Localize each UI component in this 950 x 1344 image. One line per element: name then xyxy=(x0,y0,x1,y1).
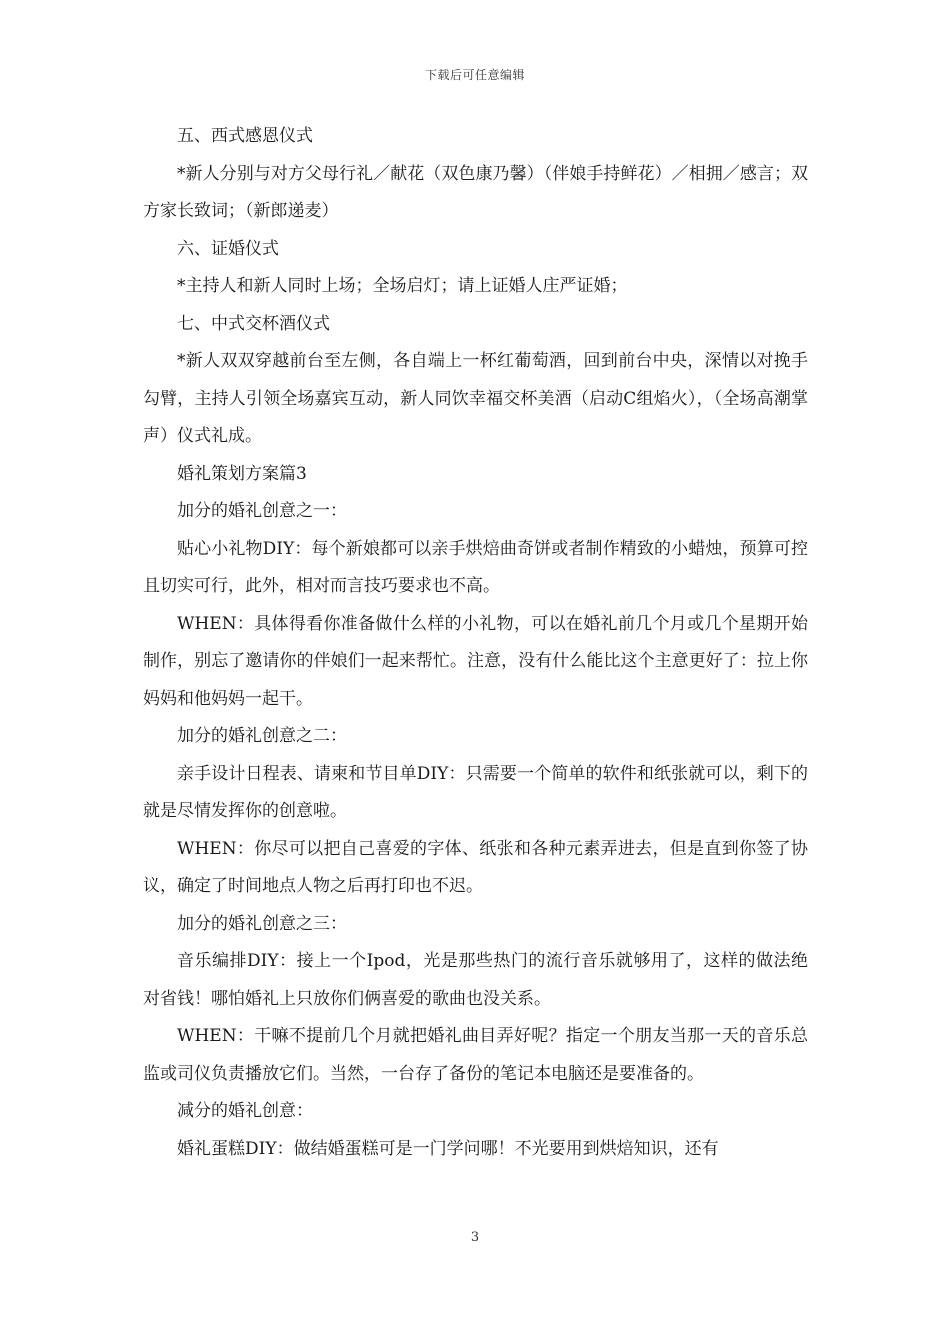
subheading-idea-two: 加分的婚礼创意之二： xyxy=(177,726,347,746)
paragraph: 音乐编排DIY：接上一个Ipod，光是那些热门的流行音乐就够用了，这样的做法绝对省钱！哪怕婚礼上只放你们俩喜爱的歌曲也没关系。 xyxy=(143,951,808,1009)
subheading-idea-three: 加分的婚礼创意之三： xyxy=(177,913,347,934)
paragraph: 婚礼蛋糕DIY：做结婚蛋糕可是一门学问哪！不光要用到烘焙知识，还有 xyxy=(177,1138,719,1159)
subheading-idea-one: 加分的婚礼创意之一： xyxy=(177,501,347,521)
paragraph: 贴心小礼物DIY：每个新娘都可以亲手烘焙曲奇饼或者制作精致的小蜡烛，预算可控且切实可行，此外，相对而言技巧要求也不高。 xyxy=(143,538,808,596)
paragraph: *主持人和新人同时上场；全场启灯；请上证婚人庄严证婚； xyxy=(177,276,628,296)
section-heading-wedding-witness: 六、证婚仪式 xyxy=(177,238,279,259)
paragraph: 亲手设计日程表、请柬和节目单DIY：只需要一个简单的软件和纸张就可以，剩下的就是尽情发挥你的创意啦。 xyxy=(143,763,808,821)
paragraph: *新人分别与对方父母行礼／献花（双色康乃馨）（伴娘手持鲜花）／相拥／感言；双方家长致词；（新郎递麦） xyxy=(143,163,808,221)
section-heading-chinese-toast: 七、中式交杯酒仪式 xyxy=(177,313,330,334)
page-number: 3 xyxy=(470,1230,480,1245)
section-heading-western-gratitude: 五、西式感恩仪式 xyxy=(177,126,313,146)
subheading-minus-idea: 减分的婚礼创意： xyxy=(177,1101,313,1121)
paragraph: WHEN：你尽可以把自己喜爱的字体、纸张和各种元素弄进去，但是直到你签了协议，确定了时间地点人物之后再打印也不迟。 xyxy=(143,838,808,896)
paragraph: *新人双双穿越前台至左侧，各自端上一杯红葡萄酒，回到前台中央，深情以对挽手勾臂，主持人引领全场嘉宾互动，新人同饮幸福交杯美酒（启动C组焰火），（全场高潮掌声）仪式礼成。 xyxy=(143,351,808,446)
article-title: 婚礼策划方案篇3 xyxy=(177,463,307,484)
page-header: 下载后可任意编辑 xyxy=(424,68,525,82)
paragraph: WHEN：具体得看你准备做什么样的小礼物，可以在婚礼前几个月或几个星期开始制作，别忘了邀请你的伴娘们一起来帮忙。注意，没有什么能比这个主意更好了：拉上你妈妈和他妈妈一起干。 xyxy=(143,613,808,709)
paragraph: WHEN：干嘛不提前几个月就把婚礼曲目弄好呢？指定一个朋友当那一天的音乐总监或司仪负责播放它们。当然，一台存了备份的笔记本电脑还是要准备的。 xyxy=(143,1026,808,1084)
document-body xyxy=(143,118,808,1168)
